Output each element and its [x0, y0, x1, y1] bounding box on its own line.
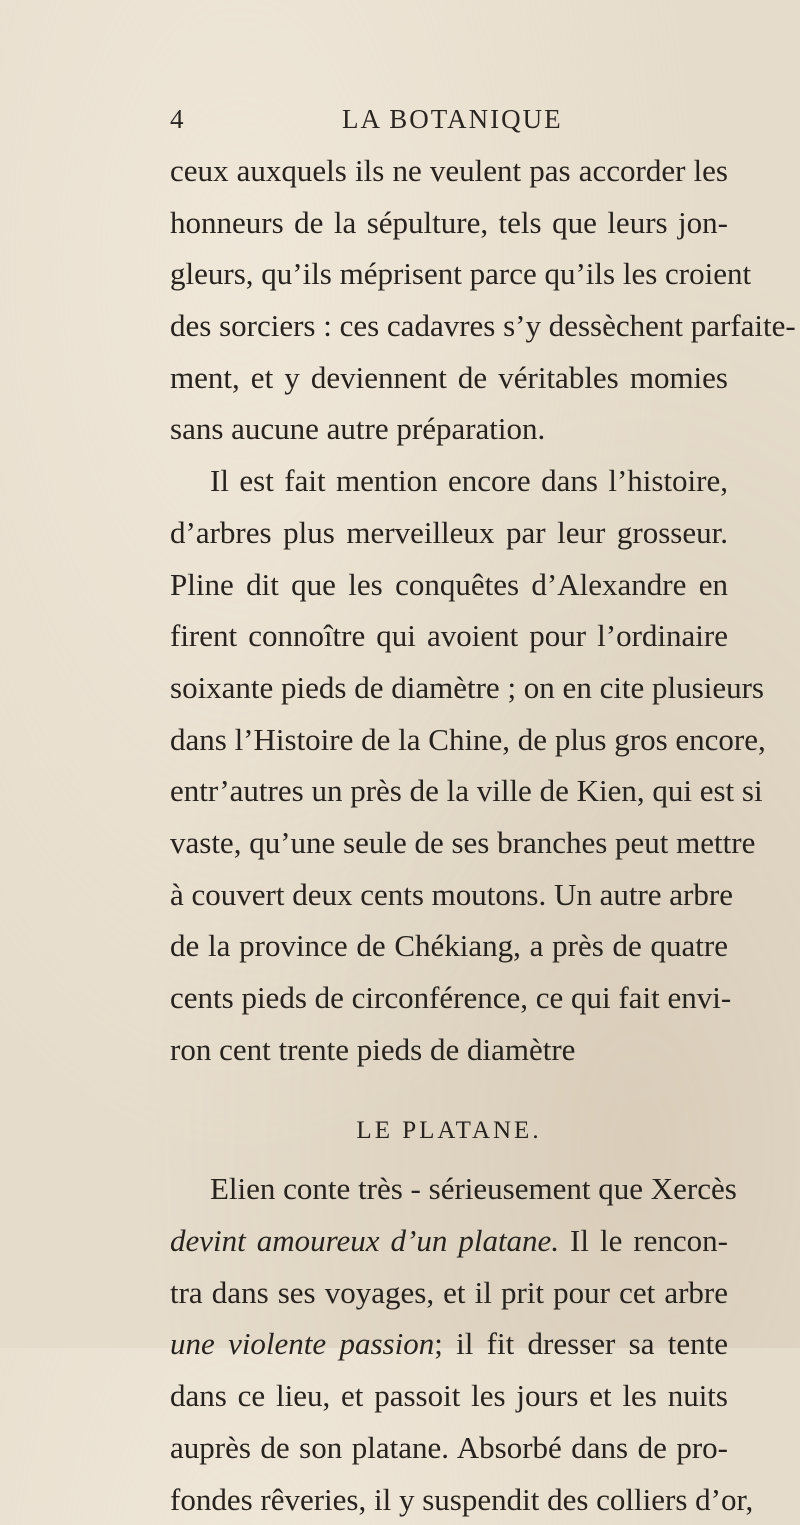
text-line: Pline dit que les conquêtes d’Alexandre en	[170, 559, 728, 611]
text-line	[170, 1318, 728, 1370]
text-line: à couvert deux cents moutons. Un autre arbre	[170, 869, 728, 921]
text-line: fondes rêveries, il y suspendit des colliers d’or,	[170, 1474, 728, 1525]
italic-phrase: devint amoureux d’un platane.	[170, 1223, 559, 1258]
text-line: Il est fait mention encore dans l’histoire,	[170, 455, 728, 507]
text-line: tra dans ses voyages, et il prit pour cet arbre	[170, 1267, 728, 1319]
running-title: LA BOTANIQUE	[342, 104, 563, 135]
text-line: ron cent trente pieds de diamètre	[170, 1024, 728, 1076]
text-line: honneurs de la sépulture, tels que leurs jon-	[170, 197, 728, 249]
text-line: vaste, qu’une seule de ses branches peut mettre	[170, 817, 728, 869]
page-header	[170, 104, 730, 144]
text-line: firent connoître qui avoient pour l’ordinaire	[170, 610, 728, 662]
text-line: d’arbres plus merveilleux par leur grosseur.	[170, 507, 728, 559]
paragraph-platane	[170, 1163, 728, 1525]
text-line	[170, 1215, 728, 1267]
text-line: auprès de son platane. Absorbé dans de pro-	[170, 1422, 728, 1474]
text-line: entr’autres un près de la ville de Kien, qui est si	[170, 765, 728, 817]
text-line: des sorciers : ces cadavres s’y dessèchent parfaite-	[170, 300, 728, 352]
text-line: gleurs, qu’ils méprisent parce qu’ils les croient	[170, 248, 728, 300]
text-fragment: Il le rencon-	[559, 1223, 728, 1258]
italic-phrase: une violente passion	[170, 1326, 434, 1361]
section-heading: LE PLATANE.	[170, 1101, 728, 1161]
text-line: cents pieds de circonférence, ce qui fait envi-	[170, 972, 728, 1024]
text-fragment: ; il fit dresser sa tente	[434, 1326, 728, 1361]
text-line: sans aucune autre préparation.	[170, 403, 728, 455]
text-line: dans ce lieu, et passoit les jours et les nuits	[170, 1370, 728, 1422]
text-line: ceux auxquels ils ne veulent pas accorder les	[170, 145, 728, 197]
text-line: de la province de Chékiang, a près de quatre	[170, 920, 728, 972]
body-text	[170, 145, 728, 1525]
paragraph-burial	[170, 145, 728, 455]
text-line: dans l’Histoire de la Chine, de plus gros encore,	[170, 714, 728, 766]
paragraph-giant-trees	[170, 455, 728, 1075]
text-line: soixante pieds de diamètre ; on en cite plusieurs	[170, 662, 728, 714]
page-number: 4	[170, 104, 184, 135]
text-line: Elien conte très - sérieusement que Xercès	[170, 1163, 728, 1215]
text-line: ment, et y deviennent de véritables momies	[170, 352, 728, 404]
